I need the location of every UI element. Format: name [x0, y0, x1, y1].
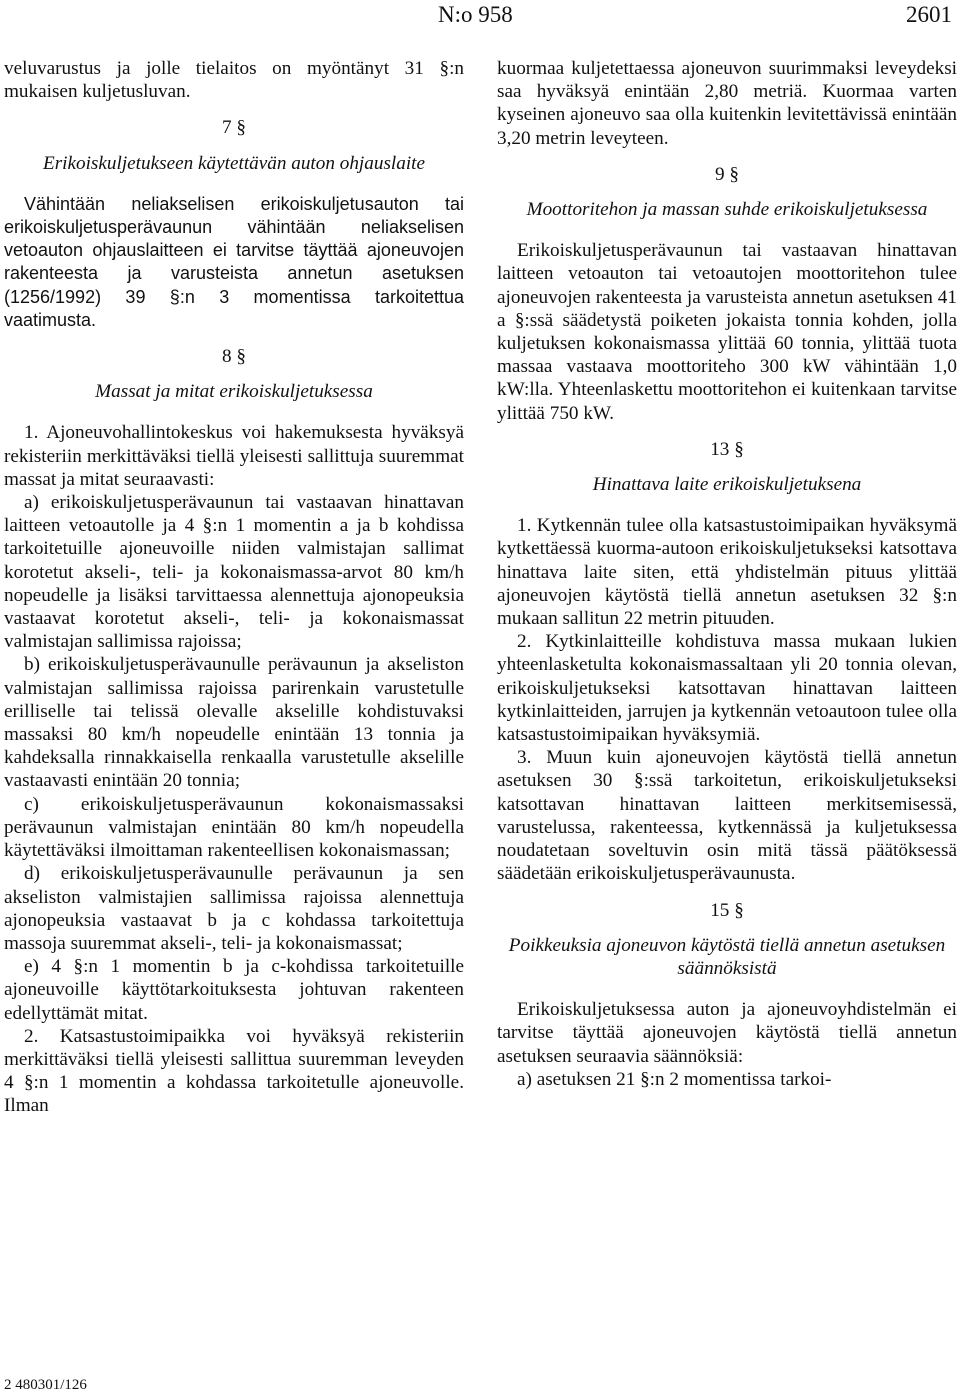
paragraph: 1. Kytkennän tulee olla katsastustoimipaikan hyväksymä kytkettäessä kuorma-autoon erikoiskuljetukseksi katsottava hinattava laite siten, että yhdistelmän pituus ylittää ajoneuvojen käytöstä tiellä annetun asetuksen 32 §:n mukaan sallitun 22 metrin pituuden.	[497, 515, 957, 630]
page-number: 2601	[906, 2, 952, 27]
section-heading-15: 15 §	[710, 899, 744, 921]
paragraph: a) erikoiskuljetusperävaunun tai vastaavan hinattavan laitteen vetoautolle ja 4 §:n 1 momentin a ja b kohdissa tarkoitetuille ajoneuvoille niiden valmistajan sallimat korotetut akseli-, teli- ja kokonaismassa-arvot 80 km/h nopeudelle ja lisäksi tarvittaessa alennettuja ajonopeuksia vastaavat korotetut akseli-, teli- ja kokonaismassat valmistajan sallimissa rajoissa;	[4, 492, 464, 653]
section-title-7: Erikoiskuljetukseen käytettävän auton ohjauslaite	[42, 152, 426, 174]
footer-code: 2 480301/126	[4, 1377, 87, 1393]
paragraph: d) erikoiskuljetusperävaunulle perävaunun ja sen akseliston valmistajien sallimissa rajoissa alennettuja ajonopeuksia vastaavat b ja c kohdassa tarkoitettuja massoja suuremmat akseli-, teli- ja kokonaismassat;	[4, 863, 464, 954]
issue-number: N:o 958	[438, 2, 513, 27]
paragraph: a) asetuksen 21 §:n 2 momentissa tarkoi-	[517, 1068, 832, 1090]
paragraph: veluvarustus ja jolle tielaitos on myöntänyt 31 §:n mukaisen kuljetusluvan.	[4, 58, 464, 103]
section-title-15: Poikkeuksia ajoneuvon käytöstä tiellä annetun asetuksen säännöksistä	[508, 934, 946, 979]
paragraph: kuormaa kuljetettaessa ajoneuvon suurimmaksi leveydeksi saa hyväksyä enintään 2,80 metriä. Kuormaa varten kyseinen ajoneuvo saa olla kuitenkin levitettävissä enintään 3,20 metrin leveyteen.	[497, 58, 957, 149]
paragraph: 2. Kytkinlaitteille kohdistuva massa mukaan lukien yhteenlasketulta kokonaismassaltaan yli 20 tonnia olevan, erikoiskuljetukseksi katsottavan hinattavan laitteen kytkinlaitteiden, jarrujen ja kytkennän vetoautoon tulee olla katsastustoimipaikan hyväksymiä.	[497, 631, 957, 746]
paragraph: Erikoiskuljetuksessa auton ja ajoneuvoyhdistelmän ei tarvitse täyttää ajoneuvojen käytöstä tiellä annetun asetuksen seuraavia säännöksiä:	[497, 999, 957, 1067]
paragraph: 3. Muun kuin ajoneuvojen käytöstä tiellä annetun asetuksen 30 §:ssä tarkoitetun, erikoiskuljetukseksi katsottavan hinattavan laitteen merkitsemisessä, varustelussa, rakenteessa, kytkennässä ja kuljetuksessa noudatetaan soveltuvin osin mitä tässä päätöksessä säädetään erikoiskuljetusperävaunusta.	[497, 747, 957, 885]
paragraph: 1. Ajoneuvohallintokeskus voi hakemuksesta hyväksyä rekisteriin merkittäväksi tiellä yleisesti sallittuja suuremmat massat ja mitat seuraavasti:	[4, 422, 464, 490]
section-title-9: Moottoritehon ja massan suhde erikoiskuljetuksessa	[526, 199, 928, 221]
section-heading-13: 13 §	[710, 438, 744, 460]
left-column	[4, 57, 464, 1118]
section-heading-9: 9 §	[715, 163, 739, 185]
section-heading-7: 7 §	[222, 117, 246, 139]
paragraph: b) erikoiskuljetusperävaunulle perävaunun ja akseliston valmistajan sallimissa rajoissa parirenkain varustetulle erilliselle tai telissä olevalle akselille kohdistuvaksi massaksi 80 km/h nopeudelle enintään 13 tonnia ja kahdeksalla rinnakkaisella renkaalla varustetulle akselille vastaavasti enintään 20 tonnia;	[4, 654, 464, 792]
paragraph: Erikoiskuljetusperävaunun tai vastaavan hinattavan laitteen vetoauton tai vetoautojen moottoritehon tulee ajoneuvojen rakenteesta ja varusteista annetun asetuksen 41 a §:ssä säädetystä poiketen jokaista tonnia kohden, jolla kuljetuksen kokonaismassa ylittää 60 tonnia, ylittää tuota massaa vastaava moottoriteho 300 kW vähintään 1,0 kW:lla. Yhteenlaskettu moottoritehon ei kuitenkaan tarvitse ylittää 750 kW.	[497, 240, 957, 424]
right-column	[497, 57, 957, 1091]
section-title-13: Hinattava laite erikoiskuljetuksena	[592, 474, 862, 496]
paragraph: 2. Katsastustoimipaikka voi hyväksyä rekisteriin merkittäväksi tiellä yleisesti sallittua suuremman leveyden 4 §:n 1 momentin a kohdassa tarkoitetulle ajoneuvolle. Ilman	[4, 1025, 464, 1117]
paragraph: c) erikoiskuljetusperävaunun kokonaismassaksi perävaunun valmistajan enintään 80 km/h nopeudella käytettäväksi ilmoittaman rakenteellisen kokonaismassan;	[4, 793, 464, 862]
paragraph: e) 4 §:n 1 momentin b ja c-kohdissa tarkoitetuille ajoneuvoille käyttötarkoituksesta johtuvan rakenteen edellyttämät mitat.	[4, 956, 464, 1024]
section-heading-8: 8 §	[222, 346, 246, 368]
paragraph: Vähintään neliakselisen erikoiskuljetusauton tai erikoiskuljetusperävaunun vähintään neliakselisen vetoauton ohjauslaitteen ei tarvitse täyttää ajoneuvojen rakenteesta ja varusteista annetun asetuksen (1256/1992) 39 §:n 3 momentissa tarkoitettua vaatimusta.	[4, 193, 464, 330]
section-title-8: Massat ja mitat erikoiskuljetuksessa	[95, 381, 373, 403]
